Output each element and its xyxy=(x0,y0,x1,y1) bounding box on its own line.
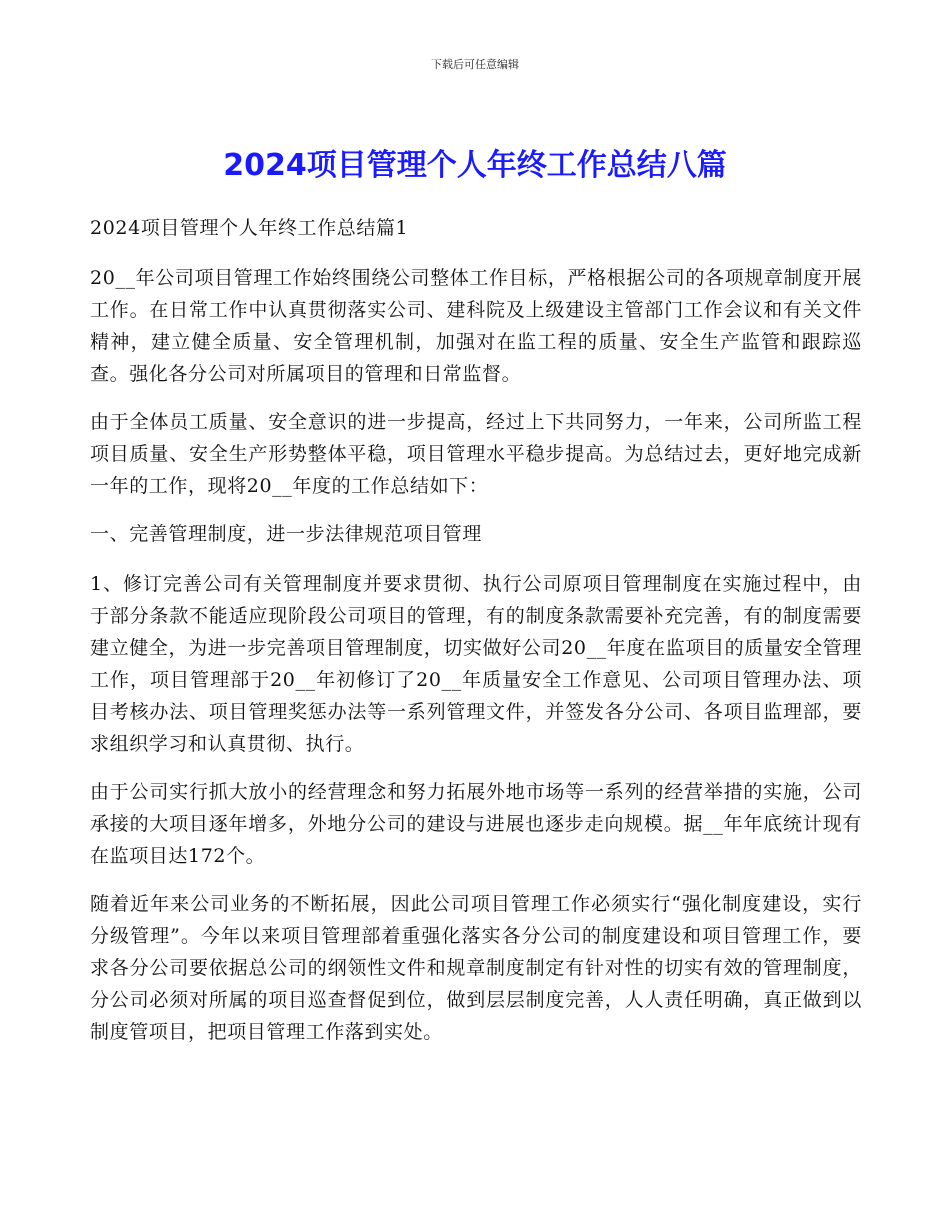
paragraph-1: 20__年公司项目管理工作始终围绕公司整体工作目标，严格根据公司的各项规章制度开展工作。在日常工作中认真贯彻落实公司、建科院及上级建设主管部门工作会议和有关文件精神，建立健全质量、安全管理机制，加强对在监工程的质量、安全生产监管和跟踪巡查。强化各分公司对所属项目的管理和日常监督。 xyxy=(90,267,862,385)
document-title: 2024项目管理个人年终工作总结八篇 xyxy=(223,148,727,183)
paragraph-5: 随着近年来公司业务的不断拓展，因此公司项目管理工作必须实行“强化制度建设，实行分级管理”。今年以来项目管理部着重强化落实各分公司的制度建设和项目管理工作，要求各分公司要依据总公司的纲领性文件和规章制度制定有针对性的切实有效的管理制度，分公司必须对所属的项目巡查督促到位，做到层层制度完善，人人责任明确，真正做到以制度管项目，把项目管理工作落到实处。 xyxy=(90,893,862,1043)
document-body xyxy=(90,212,862,1064)
paragraph-2: 由于全体员工质量、安全意识的进一步提高，经过上下共同努力，一年来，公司所监工程项目质量、安全生产形势整体平稳，项目管理水平稳步提高。为总结过去，更好地完成新一年的工作，现将20__年度的工作总结如下： xyxy=(90,411,862,497)
paragraph-3: 1、修订完善公司有关管理制度并要求贯彻、执行公司原项目管理制度在实施过程中，由于部分条款不能适应现阶段公司项目的管理，有的制度条款需要补充完善，有的制度需要建立健全，为进一步完善项目管理制度，切实做好公司20__年度在监项目的质量安全管理工作，项目管理部于20__年初修订了20__年质量安全工作意见、公司项目管理办法、项目考核办法、项目管理奖惩办法等一系列管理文件，并签发各分公司、各项目监理部，要求组织学习和认真贯彻、执行。 xyxy=(90,573,862,755)
section-heading-2: 一、完善管理制度，进一步法律规范项目管理 xyxy=(90,523,483,545)
paragraph-4: 由于公司实行抓大放小的经营理念和努力拓展外地市场等一系列的经营举措的实施，公司承接的大项目逐年增多，外地分公司的建设与进展也逐步走向规模。据__年年底统计现有在监项目达172个。 xyxy=(90,781,862,867)
section-heading-1: 2024项目管理个人年终工作总结篇1 xyxy=(90,217,409,239)
header-note: 下载后可任意编辑 xyxy=(431,58,519,71)
